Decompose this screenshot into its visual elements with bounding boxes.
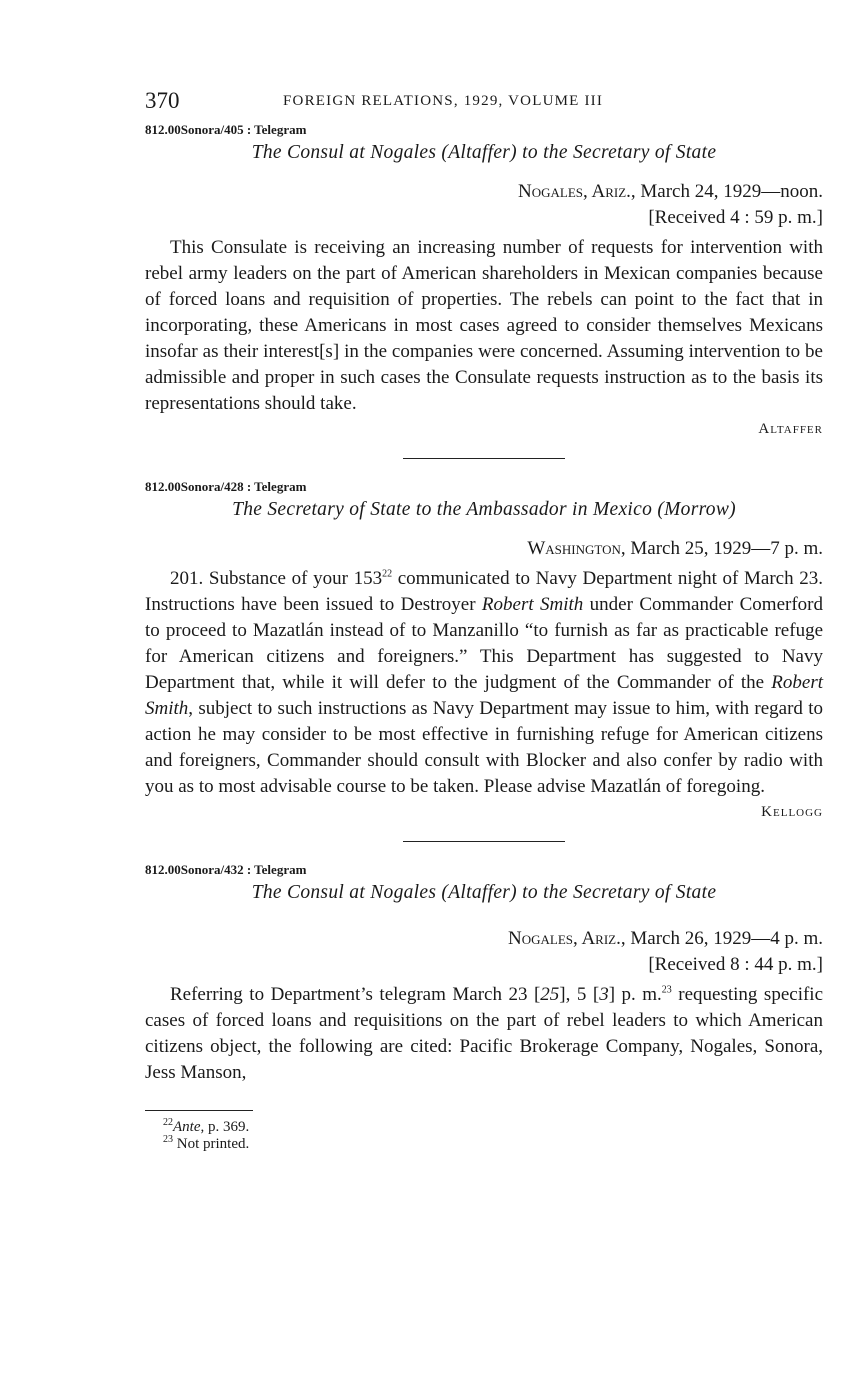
footnote-ref: 22 (382, 568, 393, 580)
dateline-place: Nogales, Ariz., (518, 181, 636, 202)
body-text-b: communicated to Navy Department night of March 23. Instructions have been issued to Destroyer (145, 568, 824, 615)
document-entry-1 (145, 122, 823, 438)
body-text-d: requesting specific cases of forced loans and requisitions on the part of rebel leaders to which American citizens object, the following are cited: Pacific Brokerage Company, Nogales, Sonora, Jess Manson, (145, 984, 824, 1083)
body-text-d: , subject to such instructions as Navy Department may issue to him, with regard to action he may consider to be most effective in furnishing refuge for American citizens and foreigners, Commander should consult with Blocker and also confer by radio with you as to most advisable course to be taken. Please advise Mazatlán of foregoing. (145, 698, 823, 797)
footnote-marker: 23 (163, 1134, 173, 1145)
dateline-date: March 26, 1929—4 p. m. (630, 928, 823, 949)
dateline-date: March 24, 1929—noon. (640, 181, 823, 202)
document-title: The Consul at Nogales (Altaffer) to the Secretary of State (251, 142, 717, 163)
section-divider (403, 458, 565, 459)
page-number: 370 (145, 88, 180, 113)
dateline-date: March 25, 1929—7 p. m. (630, 538, 823, 559)
telegram-body (145, 982, 823, 1086)
footnote-text-italic: Ante (173, 1119, 201, 1135)
page-header (145, 88, 823, 122)
running-head: FOREIGN RELATIONS, 1929, VOLUME III (283, 93, 604, 109)
dateline-place: Nogales, Ariz., (508, 928, 626, 949)
footnote-text: Not printed. (176, 1136, 250, 1152)
footnote-divider (145, 1110, 253, 1111)
footnote-ref: 23 (661, 984, 672, 996)
document-title: The Secretary of State to the Ambassador in Mexico (Morrow) (232, 499, 736, 520)
body-text-a: Referring to Department’s telegram March 23 [ (170, 984, 541, 1005)
document-page (145, 88, 823, 1153)
telegram-body (145, 566, 823, 800)
bracketed-correction: 25 (540, 984, 560, 1005)
dateline (145, 536, 823, 562)
signature: Altaffer (758, 421, 823, 437)
footnotes (145, 1119, 823, 1153)
ship-name: Robert Smith (145, 672, 823, 719)
document-title: The Consul at Nogales (Altaffer) to the Secretary of State (251, 882, 717, 903)
signature: Kellogg (761, 804, 823, 820)
footnote-marker: 22 (163, 1117, 173, 1128)
section-divider (403, 841, 565, 842)
document-id: 812.00Sonora/432 : Telegram (145, 862, 307, 877)
footnote-text: , p. 369. (200, 1119, 250, 1135)
document-entry-2 (145, 479, 823, 821)
footnote (145, 1136, 823, 1153)
body-text-c: under Commander Comerford to proceed to Mazatlán instead of to Manzanillo “to furnish as far as practicable refuge for American citizens and foreigners.” This Department has suggested to Navy Department that, while it will defer to the judgment of the Commander of the (145, 594, 823, 693)
document-entry-3 (145, 862, 823, 1086)
dateline (145, 926, 823, 952)
document-id: 812.00Sonora/405 : Telegram (145, 122, 307, 137)
received-line: [Received 4 : 59 p. m.] (648, 207, 823, 228)
footnote (145, 1119, 823, 1136)
ship-name: Robert Smith (481, 594, 584, 615)
dateline (145, 179, 823, 205)
bracketed-correction: 3 (599, 984, 609, 1005)
body-text-a: 201. Substance of your 153 (170, 568, 383, 589)
body-text-b: ], 5 [ (559, 984, 600, 1005)
body-text-c: ] p. m. (608, 984, 662, 1005)
dateline-place: Washington, (527, 538, 626, 559)
telegram-body: This Consulate is receiving an increasing number of requests for intervention with rebel army leaders on the part of American shareholders in Mexican companies because of forced loans and requisition of properties. The rebels can point to the fact that in incorporating, these Americans in most cases agreed to consider themselves Mexicans insofar as their interest[s] in the companies were concerned. Assuming intervention to be admissible and proper in such cases the Consulate requests instruction as to the basis its representations should take. (145, 237, 823, 414)
document-id: 812.00Sonora/428 : Telegram (145, 479, 307, 494)
received-line: [Received 8 : 44 p. m.] (648, 954, 823, 975)
